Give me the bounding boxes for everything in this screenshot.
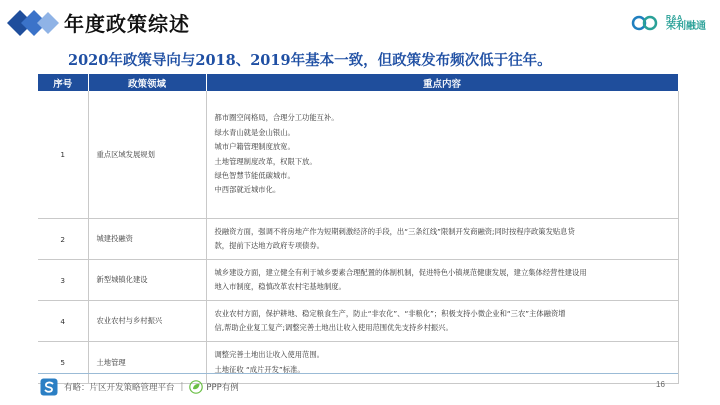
content-line: 绿水青山就是金山银山。 [214,127,295,137]
header-bar [0,0,720,44]
content-line: 投融资方面，强调不将房地产作为短期刺激经济的手段，出“三条红线”限制开发商融资;同时按程序政策发贴息贷 [214,226,575,236]
content-line: 农业农村方面，保护耕地、稳定粮食生产，防止“非农化”、“非粮化”；积极支持小微企业和“三农”主体融资增 [214,308,566,318]
header-field: 政策领域 [88,74,206,91]
brand-mark-icon [630,14,662,32]
subtitle: 2020年政策导向与2018、2019年基本一致，但政策发布频次低于往年。 [68,52,552,69]
brand-en-text: R&A [666,14,683,22]
header-no: 序号 [38,74,88,91]
row-content [206,219,678,260]
header-content: 重点内容 [206,74,678,91]
content-line: 城市户籍管理制度放宽。 [214,142,295,152]
brand-cn-text: 荣利融通 [666,20,706,32]
content-line: 土地管理制度改革，权限下放。 [214,156,317,166]
brand-logo [630,14,706,32]
row-content [206,91,678,219]
table-row [38,260,678,301]
row-field: 城建投融资 [88,219,206,260]
table-row [38,219,678,260]
row-field: 农业农村与乡村振兴 [88,301,206,342]
footer-divider [38,373,678,374]
row-field: 新型城镇化建设 [88,260,206,301]
content-line: 中西部就近城市化。 [214,185,281,195]
row-number: 2 [38,219,88,260]
youlue-logo-icon [40,378,58,396]
row-number: 5 [38,342,88,384]
policy-table [38,74,679,384]
content-line: 地入市制度，稳慎改革农村宅基地制度。 [214,282,346,291]
row-number: 4 [38,301,88,342]
diamond-logo-icon [6,8,62,38]
row-field: 重点区域发展规划 [88,91,206,219]
table-row [38,91,678,219]
content-line: 款，提前下达地方政府专项债券。 [214,241,324,250]
content-line: 都市圈空间格局，合理分工功能互补。 [214,113,339,123]
row-number: 3 [38,260,88,301]
row-content [206,342,678,384]
footer-ppp-text: PPP有例 [206,383,239,393]
row-content [206,301,678,342]
footer-separator: | [180,382,184,392]
ppp-leaf-icon [189,380,203,394]
page-number: 16 [656,380,665,389]
footer-brand-text: 有略：片区开发策略管理平台 [64,383,175,393]
table-header-row [38,74,678,91]
content-line: 调整完善土地出让收入使用范围。 [214,350,324,360]
row-content [206,260,678,301]
row-number: 1 [38,91,88,219]
page-title: 年度政策综述 [64,12,190,36]
content-line: 土地征收 “成片开发”标准。 [214,364,305,374]
content-line: 信,帮助企业复工复产;调整完善土地出让收入使用范围优先支持乡村振兴。 [214,323,453,332]
row-field: 土地管理 [88,342,206,384]
content-line: 城乡建设方面，建立健全有利于城乡要素合理配置的体制机制，促进特色小镇规范健康发展，建立集体经营性建设用 [214,267,587,277]
content-line: 绿色智慧节能低碳城市。 [214,170,295,180]
footer [40,378,239,396]
table-row [38,301,678,342]
